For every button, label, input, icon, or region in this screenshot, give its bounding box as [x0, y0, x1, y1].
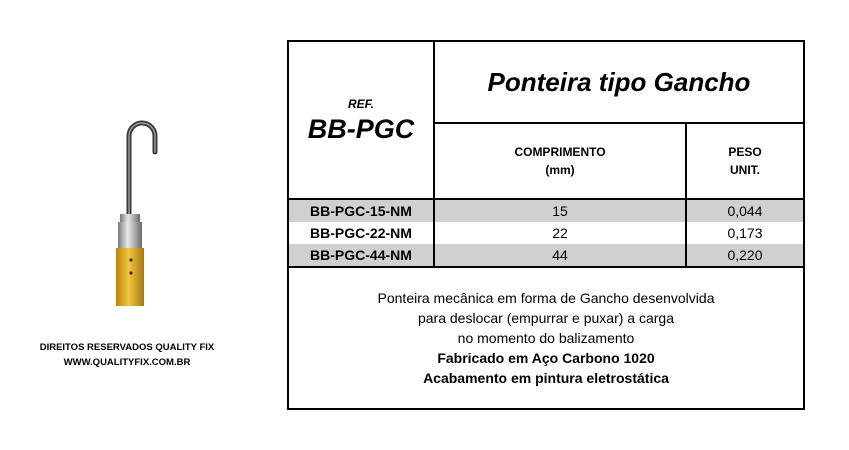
- weight-header-unit: UNIT.: [729, 163, 760, 177]
- copyright-notice: [22, 340, 232, 370]
- description-line: Ponteira mecânica em forma de Gancho desenvolvida: [377, 290, 715, 306]
- row-ref: BB-PGC-15-NM: [289, 200, 435, 222]
- row-length: 15: [435, 200, 687, 222]
- description-line: no momento do balizamento: [457, 330, 635, 346]
- table-row: [289, 244, 803, 266]
- length-header-unit: (mm): [545, 163, 575, 177]
- table-row: [289, 222, 803, 244]
- description-line: para deslocar (empurrar e puxar) a carga: [417, 310, 674, 326]
- spec-sheet: [287, 40, 805, 410]
- ref-code: BB-PGC: [307, 114, 415, 144]
- website-url: WWW.QUALITYFIX.COM.BR: [63, 357, 191, 368]
- weight-column-header: [687, 124, 803, 200]
- row-length: 22: [435, 222, 687, 244]
- finish-line: Acabamento em pintura eletrostática: [423, 370, 669, 386]
- row-weight: 0,220: [727, 247, 763, 263]
- length-header-label: COMPRIMENTO: [514, 145, 606, 159]
- product-title: Ponteira tipo Gancho: [435, 42, 803, 124]
- material-line: Fabricado em Aço Carbono 1020: [437, 350, 655, 366]
- copyright-line: DIREITOS RESERVADOS QUALITY FIX: [39, 342, 215, 353]
- ref-cell: [289, 42, 435, 200]
- row-ref: BB-PGC-22-NM: [289, 222, 435, 244]
- table-row: [289, 200, 803, 222]
- row-length: 44: [435, 244, 687, 266]
- row-weight: 0,044: [727, 203, 763, 219]
- length-column-header: [435, 124, 687, 200]
- spec-table-body: [289, 200, 803, 268]
- product-description: [289, 288, 803, 388]
- ref-label: REF.: [347, 97, 374, 111]
- product-hook-image: [95, 118, 165, 308]
- weight-header-label: PESO: [728, 145, 762, 159]
- row-weight: 0,173: [727, 225, 763, 241]
- row-ref: BB-PGC-44-NM: [289, 244, 435, 266]
